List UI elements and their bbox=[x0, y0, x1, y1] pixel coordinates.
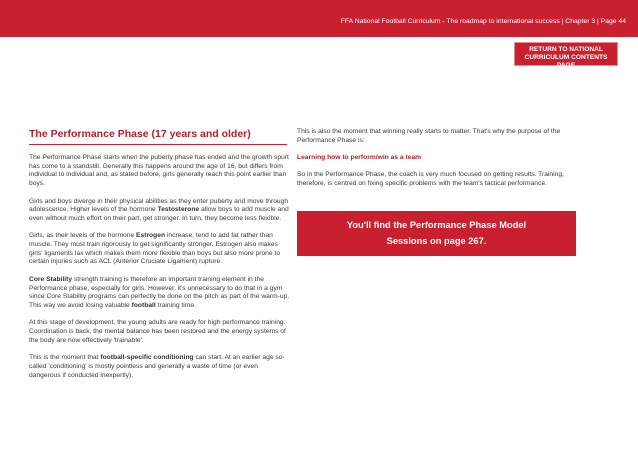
paragraph-growth-spurt: The Performance Phase starts when the puberty phase has ended and the growth spurt has come to a standstill. Generally this happens around the age of 16, but differs from individual to individual and, as stated before, girls generally reach this point earlier than boys. bbox=[29, 154, 289, 188]
callout-line1: You'll find the Performance Phase Model bbox=[346, 220, 527, 230]
callout-line2: Sessions on page 267. bbox=[386, 236, 487, 246]
return-to-contents-button[interactable] bbox=[514, 42, 618, 69]
return-button-line1: RETURN TO NATIONAL bbox=[529, 46, 603, 53]
term-core-stability: Core Stability bbox=[29, 275, 73, 283]
term-estrogen: Estrogen bbox=[136, 232, 166, 240]
header-bar bbox=[0, 0, 638, 37]
paragraph-winning: This is also the moment that winning really starts to matter. That's why the purpose of the Performance Phase is: bbox=[297, 128, 561, 144]
section-title: The Performance Phase (17 years and older) bbox=[29, 128, 251, 140]
paragraph-core-stability: Core Stability strength training is therefore an important training element in the Performance phase, especially for girls. However, it's unnecessary to do that in a gym since Core Stability programs can perfectly be done on the pitch as part of the warm-up. This way we avoid losing valuable football training time. bbox=[29, 275, 290, 309]
paragraph-conditioning: This is the moment that football-specific conditioning can start. At an earlier age so-called 'conditioning' is mostly pointless and generally a waste of time (or even dangerous if conducted inexpertly). bbox=[29, 354, 285, 379]
title-divider bbox=[29, 144, 287, 145]
paragraph-coach-focus: So in the Performance Phase, the coach is very much focused on getting results. Training, therefore, is centred on fixing specific problems with the team's tactical performance. bbox=[297, 170, 564, 187]
model-sessions-callout bbox=[297, 211, 576, 256]
running-header: FFA National Football Curriculum - The roadmap to international success | Chapter 3 | Page 44 bbox=[340, 18, 626, 25]
paragraph-testosterone: Girls and boys diverge in their physical abilities as they enter puberty and move through adolescence. Higher levels of the hormone Testosterone allow boys to add muscle and even without much effort on their part, get stronger. In turn, they become less flexible. bbox=[29, 197, 289, 222]
return-button-line2: CURRICULUM CONTENTS PAGE bbox=[524, 54, 608, 69]
term-football-specific-conditioning: football-specific conditioning bbox=[100, 354, 194, 362]
purpose-subheading: Learning how to perform/win as a team bbox=[297, 154, 422, 162]
right-column bbox=[297, 128, 579, 197]
paragraph-estrogen: Girls, as their levels of the hormone Estrogen increase, tend to add fat rather than muscle. They must train rigorously to get significantly stronger. Estrogen also makes girls' ligaments lax which makes them more flexible than boys but also more prone to certain injuries such as ACL (Anterior Cruciate Ligament) rupture. bbox=[29, 232, 281, 266]
left-column bbox=[29, 154, 291, 389]
paragraph-high-performance: At this stage of development, the young adults are ready for high performance training. Coordination is back, the mental balance has been restored and the energy systems of the body are now effectively 'trainable'. bbox=[29, 319, 286, 344]
term-testosterone: Testosterone bbox=[157, 206, 200, 214]
term-football: football bbox=[131, 301, 156, 309]
